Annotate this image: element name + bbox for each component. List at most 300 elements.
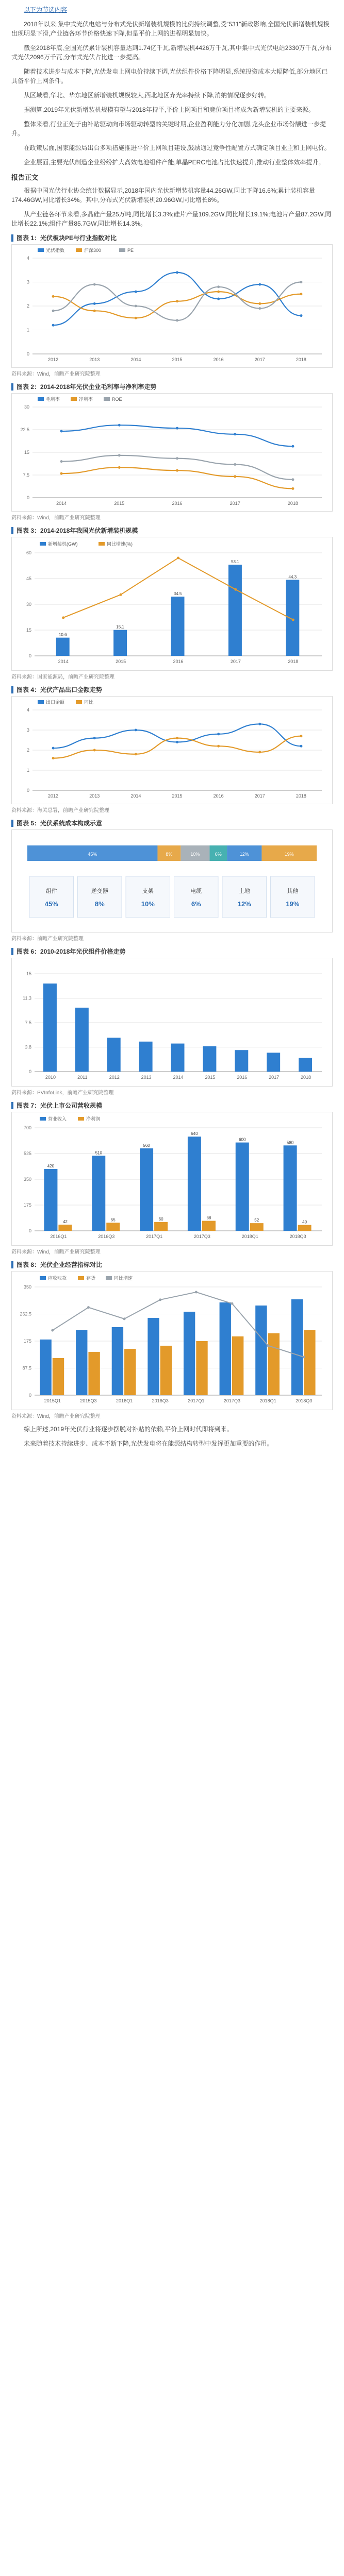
x-tick-label: 2016Q3	[98, 1234, 115, 1239]
data-label: 15.1	[116, 624, 124, 630]
x-tick-label: 2014	[58, 659, 69, 664]
data-point	[258, 723, 261, 725]
data-point	[120, 594, 122, 596]
bar	[235, 1050, 248, 1072]
data-label: 560	[143, 1143, 150, 1148]
segment-value: 10%	[190, 852, 200, 857]
data-point	[258, 751, 261, 753]
legend-swatch	[99, 542, 105, 546]
bar	[53, 1358, 64, 1395]
cost-card	[78, 876, 122, 918]
data-label: 55	[110, 1217, 116, 1223]
legend-swatch	[119, 248, 125, 252]
segment-value: 6%	[215, 852, 222, 857]
chart-8	[11, 1271, 333, 1410]
x-tick-label: 2017	[254, 793, 265, 799]
data-point	[62, 616, 64, 619]
data-point	[52, 310, 55, 312]
data-label: 34.5	[173, 591, 182, 596]
data-label: 52	[254, 1218, 259, 1223]
section-heading: 报告正文	[11, 174, 39, 181]
data-point	[176, 319, 178, 321]
source-link[interactable]: 以下为节选内容	[24, 6, 68, 13]
bar	[184, 1312, 195, 1395]
figure-source: 资料来源：Wind，前瞻产业研究院整理	[11, 1414, 101, 1419]
figure-source: 资料来源：Wind，前瞻产业研究院整理	[11, 515, 101, 521]
title-bar	[11, 234, 13, 242]
figure-title-text: 图表 5：光伏系统成本构成示意	[17, 820, 103, 827]
cost-value: 19%	[286, 900, 300, 908]
x-tick-label: 2017	[230, 501, 240, 506]
x-tick-label: 2012	[48, 357, 59, 362]
x-tick-label: 2014	[56, 501, 67, 506]
figure-title	[11, 526, 333, 535]
x-tick-label: 2018	[287, 501, 298, 506]
chart-4-svg	[12, 697, 332, 804]
data-label: 640	[191, 1131, 198, 1137]
figure-title-text: 图表 8：光伏企业经营指标对比	[17, 1261, 103, 1268]
x-tick-label: 2018Q1	[259, 1398, 276, 1403]
legend-label: 同比	[84, 700, 94, 705]
y-tick-label: 60	[26, 550, 31, 555]
data-label: 420	[47, 1164, 55, 1168]
data-point	[234, 433, 236, 435]
x-tick-label: 2016	[237, 1075, 248, 1080]
figure-title-text: 图表 6：2010-2018年光伏组件价格走势	[17, 948, 126, 955]
data-point	[217, 745, 220, 748]
legend-label: 新增装机(GW)	[48, 541, 78, 547]
legend-label: 同比增速	[114, 1276, 133, 1281]
x-tick-label: 2017	[254, 357, 265, 362]
x-tick-label: 2018	[301, 1075, 312, 1080]
data-point	[93, 737, 96, 739]
bar	[124, 1349, 136, 1395]
figure-source: 资料来源：国家能源局，前瞻产业研究院整理	[11, 674, 114, 680]
data-point	[93, 749, 96, 752]
data-point	[234, 588, 237, 591]
x-tick-label: 2018	[296, 793, 306, 799]
cost-value: 45%	[44, 900, 58, 908]
y-tick-label: 2	[26, 748, 29, 753]
x-tick-label: 2016Q1	[116, 1398, 133, 1403]
data-point	[300, 735, 302, 737]
data-label: 53.1	[231, 560, 239, 564]
figure-title	[11, 1260, 333, 1269]
chart-1	[11, 244, 333, 368]
legend-swatch	[38, 700, 44, 704]
y-tick-label: 1	[26, 327, 29, 333]
legend-swatch	[71, 397, 77, 401]
x-tick-label: 2014	[130, 793, 141, 799]
bar	[304, 1330, 315, 1395]
x-tick-label: 2018	[296, 357, 306, 362]
chart-2	[11, 393, 333, 512]
data-point	[60, 472, 63, 475]
chart-8-svg	[12, 1272, 332, 1410]
y-tick-label: 15	[26, 971, 31, 976]
x-tick-label: 2017Q3	[223, 1398, 240, 1403]
y-tick-label: 350	[23, 1284, 31, 1290]
cost-card	[174, 876, 219, 918]
legend-swatch	[106, 1276, 112, 1280]
data-point	[234, 475, 236, 478]
data-point	[176, 427, 178, 430]
legend-swatch	[38, 248, 44, 252]
legend-swatch	[40, 1276, 46, 1280]
y-tick-label: 11.3	[23, 995, 31, 1001]
data-point	[176, 737, 178, 739]
intro-paragraph: 整体来看,行业正处于由补贴驱动向市场驱动转型的关键时期,企业盈利能力分化加剧,龙头企业市场份额进一步提升。	[11, 121, 326, 137]
intro-paragraph: 截至2018年底,全国光伏累计装机容量达到1.74亿千瓦,新增装机4426万千瓦,其中集中式光伏电站2330万千瓦,分布式光伏2096万千瓦,分布式光伏占比进一步提高。	[11, 44, 332, 61]
y-tick-label: 700	[23, 1125, 31, 1130]
bar	[113, 630, 127, 656]
bar	[56, 638, 70, 656]
x-tick-label: 2015Q1	[44, 1398, 61, 1403]
y-tick-label: 4	[26, 256, 29, 261]
x-tick-label: 2013	[141, 1075, 152, 1080]
y-tick-label: 3.8	[25, 1044, 31, 1050]
data-label: 580	[286, 1140, 294, 1145]
data-point	[60, 430, 63, 432]
chart-6	[11, 958, 333, 1087]
bar	[148, 1318, 159, 1395]
legend-swatch	[76, 700, 82, 704]
bar	[75, 1008, 89, 1072]
x-tick-label: 2017Q1	[146, 1234, 163, 1239]
chart-4	[11, 696, 333, 804]
intro-paragraph: 随着技术进步与成本下降,光伏发电上网电价持续下调,光伏组件价格下降明显,系统投资成本大幅降低,部分地区已具备平价上网条件。	[11, 68, 328, 84]
legend-label: 净利润	[86, 1116, 101, 1122]
y-tick-label: 175	[23, 1338, 31, 1344]
data-point	[176, 457, 178, 460]
data-point	[93, 302, 96, 305]
data-point	[291, 487, 294, 490]
figure-title	[11, 382, 333, 391]
bar	[92, 1156, 105, 1231]
title-bar	[11, 948, 13, 955]
chart-2-svg	[12, 394, 332, 511]
data-point	[87, 1306, 90, 1309]
intro-paragraph: 2018年以来,集中式光伏电站与分布式光伏新增装机规模的比例持续调整,受“531”新政影响,全国光伏新增装机规模出现明显下滑,产业链各环节价格快速下降,但是平价上网的进程明显加快。	[11, 21, 330, 37]
bar	[76, 1330, 87, 1395]
data-point	[118, 466, 121, 469]
legend-label: 出口金额	[46, 700, 65, 705]
x-tick-label: 2017	[230, 659, 241, 664]
segment-value: 12%	[239, 852, 249, 857]
segment-value: 45%	[88, 852, 97, 857]
x-tick-label: 2016Q3	[152, 1398, 169, 1403]
intro-paragraph: 在政策层面,国家能源局出台多项措施推进平价上网项目建设,鼓励通过竞争性配置方式确定项目业主和上网电价。	[24, 144, 331, 151]
y-tick-label: 3	[26, 727, 29, 733]
data-label: 10.6	[58, 632, 67, 637]
data-label: 60	[158, 1216, 163, 1222]
bar	[40, 1340, 51, 1395]
bar	[267, 1053, 280, 1072]
x-tick-label: 2015	[172, 357, 183, 362]
series-line	[53, 724, 301, 748]
y-tick-label: 87.5	[22, 1365, 31, 1371]
bar	[58, 1225, 72, 1231]
x-tick-label: 2012	[48, 793, 59, 799]
chart-3-svg	[12, 537, 332, 670]
bar	[196, 1341, 207, 1395]
data-point	[300, 293, 302, 295]
bar	[202, 1221, 216, 1231]
figure-title	[11, 233, 333, 242]
x-tick-label: 2011	[77, 1075, 88, 1080]
data-point	[51, 1329, 54, 1332]
x-tick-label: 2015	[116, 659, 126, 664]
legend-swatch	[104, 397, 110, 401]
series-line	[53, 736, 301, 758]
data-point	[93, 283, 96, 286]
section-paragraph: 从产业链各环节来看,多晶硅产量25万吨,同比增长3.3%;硅片产量109.2GW,同比增长19.1%;电池片产量87.2GW,同比增长22.1%;组件产量85.7GW,同比增长14.3%。	[11, 211, 332, 227]
data-point	[118, 454, 121, 456]
x-tick-label: 2015	[114, 501, 125, 506]
chart-7-svg	[12, 1112, 332, 1245]
legend-label: 存货	[86, 1276, 96, 1281]
y-tick-label: 45	[26, 576, 31, 581]
bar	[112, 1327, 123, 1395]
data-point	[300, 281, 302, 283]
y-tick-label: 0	[28, 1228, 31, 1233]
x-tick-label: 2010	[45, 1075, 56, 1080]
chart-7	[11, 1112, 333, 1246]
x-tick-label: 2015	[205, 1075, 216, 1080]
cost-category: 逆变器	[91, 888, 108, 894]
legend-swatch	[78, 1117, 84, 1121]
title-bar	[11, 686, 13, 693]
y-tick-label: 0	[26, 495, 29, 500]
y-tick-label: 0	[28, 653, 31, 658]
figure-title-text: 图表 4：光伏产品出口金额走势	[17, 686, 103, 693]
bar	[255, 1306, 267, 1395]
data-point	[300, 745, 302, 748]
data-point	[135, 753, 137, 755]
title-bar	[11, 820, 13, 827]
x-tick-label: 2018Q1	[241, 1234, 258, 1239]
intro-paragraph: 企业层面,主要光伏制造企业纷纷扩大高效电池组件产能,单晶PERC电池占比快速提升,推动行业整体效率提升。	[24, 159, 325, 166]
cost-card	[222, 876, 267, 918]
cost-card	[126, 876, 170, 918]
chart-1-svg	[12, 245, 332, 367]
data-point	[52, 324, 55, 327]
cost-card	[271, 876, 315, 918]
cost-value: 12%	[237, 900, 251, 908]
legend-label: 毛利率	[46, 397, 60, 402]
data-point	[217, 298, 220, 300]
data-point	[217, 733, 220, 735]
cost-category: 电缆	[190, 888, 202, 894]
data-point	[291, 478, 294, 481]
y-tick-label: 3	[26, 279, 29, 285]
x-tick-label: 2012	[109, 1075, 120, 1080]
y-tick-label: 30	[24, 404, 29, 410]
bar	[298, 1225, 312, 1231]
title-bar	[11, 1102, 13, 1109]
y-tick-label: 30	[26, 602, 31, 607]
data-point	[258, 302, 261, 305]
y-tick-label: 525	[23, 1151, 31, 1156]
title-bar	[11, 527, 13, 534]
x-tick-label: 2013	[89, 793, 100, 799]
x-tick-label: 2016	[213, 357, 224, 362]
y-tick-label: 4	[26, 707, 29, 713]
bar	[228, 565, 242, 656]
bar	[299, 1058, 312, 1072]
y-tick-label: 262.5	[20, 1311, 31, 1317]
x-tick-label: 2014	[173, 1075, 184, 1080]
series-line	[53, 292, 301, 318]
data-point	[176, 469, 178, 472]
figure-title-text: 图表 7：光伏上市公司营收规模	[17, 1102, 103, 1109]
x-tick-label: 2016	[173, 659, 184, 664]
cost-category: 土地	[238, 888, 250, 894]
data-point	[234, 463, 236, 466]
data-point	[217, 291, 220, 293]
figure-title	[11, 819, 333, 827]
closing-block	[11, 1425, 333, 1448]
legend-swatch	[76, 248, 82, 252]
data-point	[52, 295, 55, 298]
x-tick-label: 2015	[172, 793, 183, 799]
bar	[284, 1145, 297, 1231]
legend-label: ROE	[112, 397, 122, 402]
x-tick-label: 2017Q3	[193, 1234, 210, 1239]
data-point	[60, 460, 63, 463]
data-point	[159, 1298, 161, 1301]
chart-6-svg	[12, 958, 332, 1086]
data-point	[267, 1344, 269, 1347]
y-tick-label: 22.5	[20, 427, 29, 432]
bar	[106, 1223, 120, 1231]
figure-source: 资料来源：海关总署，前瞻产业研究院整理	[11, 808, 109, 814]
data-point	[258, 307, 261, 310]
figure-source: 资料来源：Wind，前瞻产业研究院整理	[11, 1249, 101, 1255]
y-tick-label: 7.5	[25, 1020, 31, 1025]
y-tick-label: 0	[26, 351, 29, 357]
chart-5-svg	[12, 830, 332, 932]
figure-title-text: 图表 2：2014-2018年光伏企业毛利率与净利率走势	[17, 383, 157, 391]
section-body	[11, 186, 333, 228]
legend-label: 应收账款	[48, 1276, 67, 1281]
data-point	[231, 1302, 233, 1305]
legend-label: PE	[127, 248, 134, 253]
y-tick-label: 0	[28, 1069, 31, 1074]
bar	[203, 1046, 216, 1072]
figure-title-text: 图表 3：2014-2018年我国光伏新增装机规模	[17, 527, 138, 534]
bar	[171, 597, 185, 656]
figure-title	[11, 1101, 333, 1110]
data-label: 44.3	[288, 574, 297, 580]
data-label: 68	[206, 1215, 211, 1221]
legend-swatch	[40, 542, 46, 546]
data-point	[135, 305, 137, 308]
bar	[140, 1148, 153, 1231]
legend-label: 沪深300	[84, 248, 102, 253]
x-tick-label: 2018Q3	[289, 1234, 306, 1239]
figure-source: 资料来源：前瞻产业研究院整理	[11, 936, 84, 942]
data-point	[176, 741, 178, 743]
cost-value: 8%	[94, 900, 105, 908]
data-point	[177, 557, 179, 560]
figure-title	[11, 685, 333, 694]
series-line	[53, 273, 301, 325]
data-point	[93, 310, 96, 312]
y-tick-label: 15	[24, 450, 29, 455]
data-point	[176, 300, 178, 302]
bar	[188, 1137, 201, 1231]
bar	[88, 1352, 100, 1395]
bar	[44, 1169, 57, 1231]
data-point	[52, 757, 55, 759]
bar	[250, 1223, 264, 1231]
bar	[232, 1336, 243, 1395]
data-point	[135, 317, 137, 319]
data-point	[135, 291, 137, 293]
y-tick-label: 0	[28, 1393, 31, 1398]
chart-5	[11, 829, 333, 933]
data-point	[135, 729, 137, 732]
legend-label: 净利率	[79, 397, 93, 402]
data-point	[303, 1356, 305, 1359]
bar	[286, 580, 299, 656]
legend-swatch	[40, 1117, 46, 1121]
section-paragraph: 根据中国光伏行业协会统计数据显示,2018年国内光伏新增装机容量44.26GW,同比下降16.6%;累计装机容量174.46GW,同比增长34%。其中,分布式光伏新增装机20.96GW,同比增长8%。	[11, 187, 315, 204]
intro-block	[11, 0, 333, 167]
bar	[139, 1042, 153, 1072]
data-point	[291, 445, 294, 448]
x-tick-label: 2015Q3	[80, 1398, 97, 1403]
bar	[160, 1346, 172, 1395]
bar	[291, 1299, 303, 1395]
data-point	[123, 1317, 126, 1320]
data-point	[176, 271, 178, 274]
bar	[236, 1143, 249, 1231]
y-tick-label: 7.5	[23, 472, 29, 478]
legend-label: 同比增速(%)	[107, 541, 133, 547]
bar	[107, 1038, 121, 1072]
y-tick-label: 0	[26, 788, 29, 793]
figure-source: 资料来源：PVInfoLink，前瞻产业研究院整理	[11, 1090, 114, 1096]
cost-category: 支架	[142, 888, 154, 894]
data-point	[217, 285, 220, 288]
data-point	[52, 747, 55, 750]
bar	[268, 1333, 280, 1395]
data-label: 510	[95, 1150, 102, 1156]
bar	[171, 1044, 185, 1072]
intro-link-paragraph	[11, 5, 333, 14]
x-tick-label: 2018	[288, 659, 299, 664]
closing-paragraph: 综上所述,2019年光伏行业将逐步摆脱对补贴的依赖,平价上网时代即将到来。	[24, 1426, 233, 1433]
y-tick-label: 1	[26, 768, 29, 773]
title-bar	[11, 1261, 13, 1268]
figure-title	[11, 947, 333, 956]
y-tick-label: 350	[23, 1177, 31, 1182]
data-point	[258, 283, 261, 286]
segment-value: 8%	[166, 852, 173, 857]
bar	[220, 1302, 231, 1395]
figure-source: 资料来源：Wind，前瞻产业研究院整理	[11, 371, 101, 377]
data-point	[292, 619, 294, 621]
bar	[43, 984, 57, 1072]
data-point	[118, 424, 121, 427]
x-tick-label: 2016	[213, 793, 224, 799]
x-tick-label: 2016	[172, 501, 183, 506]
data-label: 40	[302, 1219, 307, 1225]
x-tick-label: 2018Q3	[296, 1398, 313, 1403]
data-label: 42	[62, 1219, 68, 1224]
